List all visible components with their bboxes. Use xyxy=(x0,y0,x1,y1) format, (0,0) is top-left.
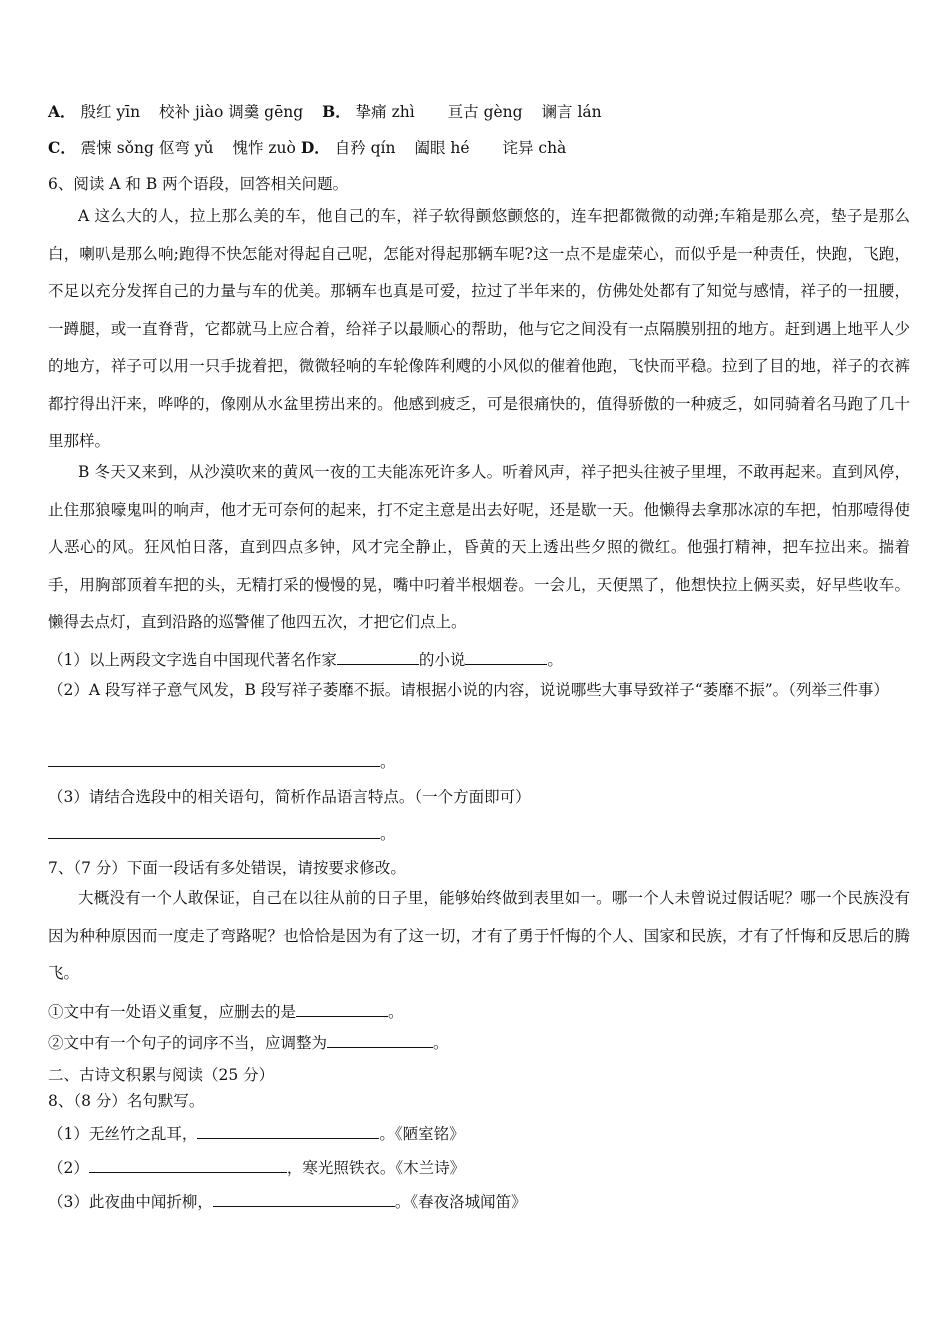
option-a-item-2: 校补 jiào xyxy=(159,103,224,121)
q7-sub1-end: 。 xyxy=(388,1003,404,1021)
q6-sub1 xyxy=(48,648,910,671)
q6-sub3-answer-blank[interactable] xyxy=(48,822,380,839)
q5-options-row-ab xyxy=(48,101,910,123)
option-a-item-3: 调羹 gēng xyxy=(228,103,304,121)
q6-passage-a: A 这么大的人，拉上那么美的车，他自己的车，祥子软得颤悠颤悠的，连车把都微微的动弹;车箱是那么亮，垫子是那么白，喇叭是那么响;跑得不快怎能对得起自己呢，怎能对得起那辆车呢?这一点不是虚荣心，而似乎是一种责任，快跑，飞跑，不足以充分发挥自己的力量与车的优美。那辆车也真是可爱，拉过了半年来的，仿佛处处都有了知觉与感情，祥子的一扭腰，一蹲腿，或一直脊背，它都就马上应合着，给祥子以最顺心的帮助，他与它之间没有一点隔膜别扭的地方。赶到遇上地平人少的地方，祥子可以用一只手拢着把，微微轻响的车轮像阵利飕的小风似的催着他跑，飞快而平稳。拉到了目的地，祥子的衣裤都拧得出汗来，哗哗的，像刚从水盆里捞出来的。他感到疲乏，可是很痛快的，值得骄傲的一种疲乏，如同骑着名马跑了几十里那样。 xyxy=(48,207,910,450)
q6-sub1-text-b: 的小说 xyxy=(418,651,466,669)
q8-line-3 xyxy=(48,1190,910,1213)
novel-title-blank[interactable] xyxy=(465,648,547,665)
q6-sub1-text-a: （1）以上两段文字选自中国现代著名作家 xyxy=(48,651,337,669)
q6-sub3-answer-line xyxy=(48,822,910,845)
q6-prompt: 6、阅读 A 和 B 两个语段，回答相关问题。 xyxy=(48,175,349,193)
q8-line-2-text-a: （2） xyxy=(48,1159,89,1177)
option-a-item-1: 殷红 yīn xyxy=(80,103,141,121)
q7-passage: 大概没有一个人敢保证，自己在以往从前的日子里，能够始终做到表里如一。哪一个人未曾说过假话呢？哪一个民族没有因为种种原因而一度走了弯路呢？也恰恰是因为有了这一切，才有了勇于忏悔的个人、国家和民族，才有了忏悔和反思后的腾飞。 xyxy=(48,889,910,982)
option-c-item-1: 震悚 sǒng xyxy=(80,139,154,157)
option-c-label: C． xyxy=(48,138,76,157)
q6-sub2-answer-blank[interactable] xyxy=(48,750,380,767)
q7-sub1 xyxy=(48,1000,910,1023)
option-d-item-2: 阖眼 hé xyxy=(414,139,470,157)
author-blank[interactable] xyxy=(337,648,419,665)
section-2-title: 二、古诗文积累与阅读（25 分） xyxy=(48,1066,275,1084)
q8-line-1 xyxy=(48,1122,910,1145)
q8-line-2-text-b: ，寒光照铁衣。《木兰诗》 xyxy=(286,1159,466,1177)
q8-line-3-text-a: （3）此夜曲中闻折柳， xyxy=(48,1193,213,1211)
q8-line-2 xyxy=(48,1156,910,1179)
q6-sub2: （2）A 段写祥子意气风发，B 段写祥子萎靡不振。请根据小说的内容，说说哪些大事导致祥子“萎靡不振”。（列举三件事） xyxy=(48,681,889,699)
q6-sub2-answer-line xyxy=(48,750,910,773)
q7-prompt: 7、（7 分）下面一段话有多处错误，请按要求修改。 xyxy=(48,859,406,877)
option-c-item-3: 愧怍 zuò xyxy=(232,139,296,157)
q8-line-2-blank[interactable] xyxy=(89,1156,287,1173)
option-b-label: B． xyxy=(322,102,351,121)
q5-options-row-cd xyxy=(48,137,910,159)
q6-passage-b: B 冬天又来到，从沙漠吹来的黄风一夜的工夫能冻死许多人。听着风声，祥子把头往被子里埋，不敢再起来。直到风停，止住那狼嚎鬼叫的响声，他才无可奈何的起来，打不定主意是出去好呢，还是歇一天。他懒得去拿那冰凉的车把，怕那噎得使人恶心的风。狂风怕日落，直到四点多钟，风才完全静止，昏黄的天上透出些夕照的微红。他强打精神，把车拉出来。揣着手，用胸部顶着车把的头，无精打采的慢慢的晃，嘴中叼着半根烟卷。一会儿，天便黑了，他想快拉上俩买卖，好早些收车。懒得去点灯，直到沿路的巡警催了他四五次，才把它们点上。 xyxy=(48,463,910,631)
q6-sub2-answer-end: 。 xyxy=(380,753,396,771)
q8-line-1-blank[interactable] xyxy=(197,1122,379,1139)
q7-sub1-text: ①文中有一处语义重复，应删去的是 xyxy=(48,1003,297,1021)
q8-line-1-text-b: 。《陋室铭》 xyxy=(379,1125,465,1143)
option-b-item-2: 亘古 gèng xyxy=(447,103,523,121)
q7-sub2-text: ②文中有一个句子的词序不当，应调整为 xyxy=(48,1034,328,1052)
q8-prompt: 8、（8 分）名句默写。 xyxy=(48,1092,205,1110)
option-d-label: D． xyxy=(300,138,330,157)
option-b-item-3: 谰言 lán xyxy=(541,103,602,121)
q7-sub2 xyxy=(48,1031,910,1054)
option-b-item-1: 挚痛 zhì xyxy=(355,103,415,121)
q7-sub1-blank[interactable] xyxy=(296,1000,388,1017)
q8-line-1-text-a: （1）无丝竹之乱耳， xyxy=(48,1125,198,1143)
q7-sub2-blank[interactable] xyxy=(327,1031,433,1048)
option-d-item-1: 自矜 qín xyxy=(334,139,396,157)
q7-sub2-end: 。 xyxy=(433,1034,449,1052)
option-c-item-2: 伛弯 yǔ xyxy=(158,139,214,157)
q6-sub1-text-c: 。 xyxy=(547,651,563,669)
option-a-label: A． xyxy=(48,102,76,121)
option-d-item-3: 诧异 chà xyxy=(502,139,567,157)
q8-line-3-text-b: 。《春夜洛城闻笛》 xyxy=(394,1193,527,1211)
q6-sub3-answer-end: 。 xyxy=(380,825,396,843)
q8-line-3-blank[interactable] xyxy=(213,1190,395,1207)
q6-sub3: （3）请结合选段中的相关语句，简析作品语言特点。（一个方面即可） xyxy=(48,788,531,806)
